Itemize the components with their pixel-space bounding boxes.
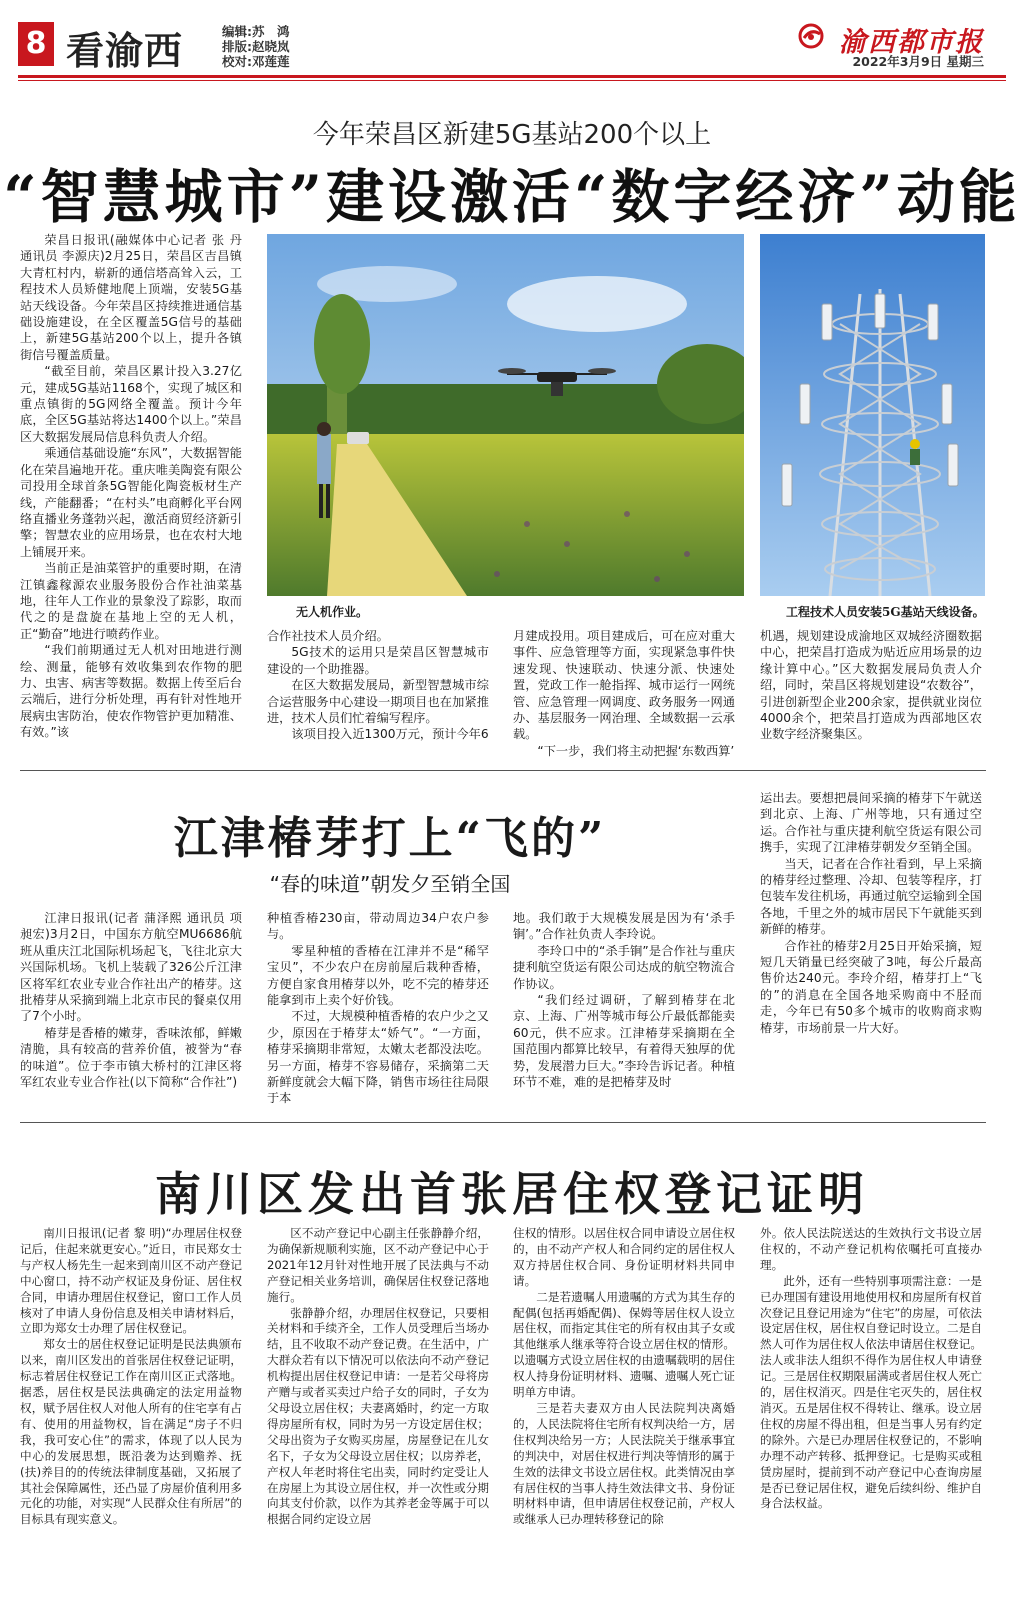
newspaper-logo-icon <box>798 23 824 49</box>
article1-col2 <box>267 628 489 743</box>
paragraph: 区不动产登记中心副主任张静静介绍，为确保新规顺利实施，区不动产登记中心于2021年12月针对性地开展了民法典与不动产登记相关业务培训，确保居住权登记落地施行。 <box>267 1226 489 1304</box>
article3-col3 <box>513 1226 735 1528</box>
article2-col3 <box>513 910 735 1090</box>
paragraph: 不过，大规模种植香椿的农户少之又少，原因在于椿芽太“娇气”。“一方面，椿芽采摘期非常短，太嫩太老都没法吃。另一方面，椿芽不容易储存，采摘第二天新鲜度就会大幅下降，销售市场往往局限于本 <box>267 1009 489 1106</box>
paragraph: 李玲口中的“杀手锏”是合作社与重庆捷利航空货运有限公司达成的航空物流合作协议。 <box>513 943 735 991</box>
paragraph: 当前正是油菜管护的重要时期，在清江镇鑫稼源农业服务股份合作社油菜基地，往年人工作业的景象没了踪影，取而代之的是盘旋在基地上空的无人机，正“勤奋”地进行喷药作业。 <box>20 561 242 641</box>
paragraph: 外。依人民法院送达的生效执行文书设立居住权的，不动产登记机构依嘱托可直接办理。 <box>760 1226 982 1272</box>
photo1-caption: 无人机作业。 <box>296 605 369 619</box>
paragraph: 此外，还有一些特别事项需注意：一是已办理国有建设用地使用权和房屋所有权首次登记且登记用途为“住宅”的房屋，可依法设定居住权，居住权自登记时设立。二是自然人可作为居住权人依法申请居住权登记。法人或非法人组织不得作为居住权人申请登记。三是居住权期限届满或者居住权人死亡的，居住权消灭。四是住宅灭失的，居住权消灭。五是居住权不得转让、继承。设立居住权的房屋不得出租，但是当事人另有约定的除外。六是已办理居住权登记的，不影响办理不动产转移、抵押登记。七是购买或租赁房屋时，提前到不动产登记中心查询房屋是否已登记居住权，避免后续纠纷、维护自身合法权益。 <box>760 1273 982 1511</box>
article1-col3 <box>513 628 735 759</box>
paragraph: 乘通信基础设施“东风”，大数据智能化在荣昌遍地开花。重庆唯美陶瓷有限公司投用全球首条5G智能化陶瓷板材生产线，产能翻番；“在村头”电商孵化平台网络直播业务蓬勃兴起，激活商贸经济新引擎；智慧农业的应用场景，也在农村大地上铺展开来。 <box>20 446 242 559</box>
paragraph: 地。我们敢于大规模发展是因为有‘杀手锏’。”合作社负责人李玲说。 <box>513 911 735 942</box>
paragraph: 住权的情形。以居住权合同申请设立居住权的，由不动产产权人和合同约定的居住权人双方持居住权合同、身份证明材料共同申请。 <box>513 1226 735 1288</box>
article3-col1 <box>20 1226 242 1528</box>
layout-name: 排版:赵晓岚 <box>222 39 290 54</box>
paragraph: 机遇，规划建设成渝地区双城经济圈数据中心，把荣昌打造成为贴近应用场景的边缘计算中心。”区大数据发展局负责人介绍，同时，荣昌区将规划建设“农数谷”，引进创新型企业200余家，提供就业岗位4000余个，把荣昌打造成为西部地区农业数字经济聚集区。 <box>760 629 982 742</box>
paragraph: 三是若夫妻双方由人民法院判决离婚的，人民法院将住宅所有权判决给一方，居住权判决给另一方；人民法院关于继承事宜的判决中，对居住权进行判决等情形的属于生效的法律文书设立居住权。此类情况由享有居住权的当事人持生效法律文书、身份证明材料申请，但申请居住权登记前，产权人或继承人已办理转移登记的除 <box>513 1400 735 1527</box>
paragraph: 合作社的椿芽2月25日开始采摘，短短几天销量已经突破了3吨，每公斤最高售价达240元。李玲介绍，椿芽打上“飞的”的消息在全国各地采购商中不胫而走，今年已有50多个城市的收购商求购椿芽，市场前景一片大好。 <box>760 938 982 1035</box>
paragraph: 运出去。要想把晨间采摘的椿芽下午就送到北京、上海、广州等地，只有通过空运。合作社与重庆捷利航空货运有限公司携手，实现了江津椿芽朝发夕至销全国。 <box>760 791 982 855</box>
issue-date: 2022年3月9日 星期三 <box>852 54 984 69</box>
paragraph: 种植香椿230亩，带动周边34户农户参与。 <box>267 911 489 942</box>
paragraph: “截至目前，荣昌区累计投入3.27亿元，建成5G基站1168个，实现了城区和重点镇街的5G网络全覆盖。预计今年底，全区5G基站将达1400个以上。”荣昌区大数据发展局信息科负责人介绍。 <box>20 364 242 444</box>
editor-credits <box>222 24 290 69</box>
page-number: 8 <box>18 22 54 66</box>
section-title: 看渝西 <box>66 28 184 73</box>
header-rule-thin <box>18 80 1006 81</box>
paragraph: 张静静介绍，办理居住权登记，只要相关材料和手续齐全，工作人员受理后当场办结，且不收取不动产登记费。在生活中，广大群众若有以下情况可以依法向不动产登记机构提出居住权登记申请：一是若父母将房产赠与或者买卖过户给子女的同时，子女为父母设立居住权；夫妻离婚时，约定一方取得房屋所有权，同时为另一方设定居住权；父母出资为子女购买房屋，房屋登记在儿女名下，子女为父母设立居住权；以房养老，产权人年老时将住宅出卖，同时约定受让人在房屋上为其设立居住权，并一次性或分期向其支付价款，以作为其养老金等属于可以根据合同约定设立居 <box>267 1305 489 1527</box>
newspaper-name: 渝西都市报 <box>839 27 984 58</box>
paragraph: 椿芽是香椿的嫩芽，香味浓郁，鲜嫩清脆，具有较高的营养价值，被誉为“春的味道”。位于李市镇大桥村的江津区将军红农业专业合作社(以下简称“合作社”) <box>20 1025 242 1090</box>
article2-col1 <box>20 910 242 1090</box>
paragraph: 零星种植的香椿在江津并不是“稀罕宝贝”，不少农户在房前屋后栽种香椿，方便自家食用椿芽以外，吃不完的椿芽还能拿到市上卖个好价钱。 <box>267 943 489 1008</box>
paragraph: 郑女士的居住权登记证明是民法典颁布以来，南川区发出的首张居住权登记证明，标志着居住权登记工作在南川区正式落地。据悉，居住权是民法典确定的法定用益物权，赋予居住权人对他人所有的住宅享有占有、使用的用益物权，旨在满足“房子不归我，我可安心住”的需求，体现了以人民为中心的发展思想，既沿袭为达到赡养、抚(扶)养目的的传统法律制度基础，又拓展了其社会保障属性，还凸显了房屋价值利用多元化的功能，对实现“人民群众住有所居”的目标具有现实意义。 <box>20 1337 242 1527</box>
photo2-caption: 工程技术人员安装5G基站天线设备。 <box>786 605 985 619</box>
paragraph: “下一步，我们将主动把握‘东数西算’ <box>537 743 735 758</box>
paragraph: 江津日报讯(记者 蒲泽熙 通讯员 项 昶宏)3月2日，中国东方航空MU6686航班从重庆江北国际机场起飞，飞往北京大兴国际机场。飞机上装载了326公斤江津区将军红农业专业合作社出产的椿芽。这批椿芽从采摘到端上北京市民的餐桌仅用了7个小时。 <box>20 911 242 1024</box>
article1-col4 <box>760 628 982 743</box>
article-divider <box>20 770 986 771</box>
paragraph: 南川日报讯(记者 黎 明)“办理居住权登记后，住起来就更安心。”近日，市民郑女士与产权人杨先生一起来到南川区不动产登记中心窗口，持不动产权证及身份证、居住权合同，申请办理居住权登记，窗口工作人员核对了申请人身份信息及相关申请材料后，立即为郑女士办理了居住权登记。 <box>20 1226 242 1336</box>
article1-col1 <box>20 232 242 741</box>
paragraph: 5G技术的运用只是荣昌区智慧城市建设的一个助推器。 <box>267 645 489 676</box>
paragraph: 月建成投用。项目建成后，可在应对重大事件、应急管理等方面，实现紧急事件快速发现、快速联动、快速分派、快速处置，党政工作一舱指挥、城市运行一网统管、应急管理一网调度、政务服务一网通办、基层服务一网治理、全域数据一云承载。 <box>513 629 735 742</box>
article-divider <box>20 1122 986 1123</box>
paragraph: 当天，记者在合作社看到，早上采摘的椿芽经过整理、冷却、包装等程序，打包装车发往机场，再通过航空运输到全国各地，千里之外的城市居民下午就能买到新鲜的椿芽。 <box>760 856 982 937</box>
article2-col4 <box>760 790 982 1036</box>
article3-col2 <box>267 1226 489 1528</box>
article2-subtitle: “春的味道”朝发夕至销全国 <box>269 872 511 896</box>
drone-photo <box>267 234 744 596</box>
paragraph: 荣昌日报讯(融媒体中心记者 张 丹 通讯员 李源庆)2月25日，荣昌区吉昌镇大青杠村内，崭新的通信塔高耸入云，工程技术人员矫健地爬上顶端，安装5G基站天线设备。今年荣昌区持续推进通信基础设施建设，在全区覆盖5G信号的基础上，新建5G基站200个以上，提升各镇街信号覆盖质量。 <box>20 233 242 362</box>
article2-title: 江津椿芽打上“飞的” <box>173 813 607 864</box>
paragraph: 该项目投入近1300万元，预计今年6 <box>291 727 489 742</box>
article3-title: 南川区发出首张居住权登记证明 <box>155 1167 869 1221</box>
paragraph: “我们经过调研，了解到椿芽在北京、上海、广州等城市每公斤最低都能卖60元，供不应求。江津椿芽采摘期在全国范围内都算比较早，有着得天独厚的优势，发展潜力巨大。”李玲告诉记者。种植环节不难，难的是把椿芽及时 <box>513 993 735 1090</box>
article1-title: “智慧城市”建设激活“数字经济”动能 <box>3 163 1021 231</box>
paragraph: 合作社技术人员介绍。 <box>267 629 389 643</box>
paragraph: “我们前期通过无人机对田地进行测绘、测量，能够有效收集到农作物的肥力、虫害、病害等数据。数据上传至后台云端后，进行分析处理，再有针对性地开展病虫害防治，使农作物管护更加精准、有效。”该 <box>20 643 242 740</box>
proof-name: 校对:邓莲莲 <box>222 54 290 69</box>
header-rule <box>18 75 1006 78</box>
article2-col2 <box>267 910 489 1107</box>
tower-photo <box>760 234 985 596</box>
paragraph: 二是若遗嘱人用遗嘱的方式为其生存的配偶(包括再婚配偶)、保姆等居住权人设立居住权，而指定其住宅的所有权由其子女或其他继承人继承等符合设立居住权的情形。以遗嘱方式设立居住权的由遗嘱载明的居住权人持身份证明材料、遗嘱、遗嘱人死亡证明单方申请。 <box>513 1289 735 1400</box>
paragraph: 在区大数据发展局，新型智慧城市综合运营服务中心建设一期项目也在加紧推进，技术人员们忙着编写程序。 <box>267 678 489 726</box>
article1-kicker: 今年荣昌区新建5G基站200个以上 <box>312 120 712 150</box>
article3-col4 <box>760 1226 982 1512</box>
editor-name: 编辑:苏 鸿 <box>222 24 290 39</box>
